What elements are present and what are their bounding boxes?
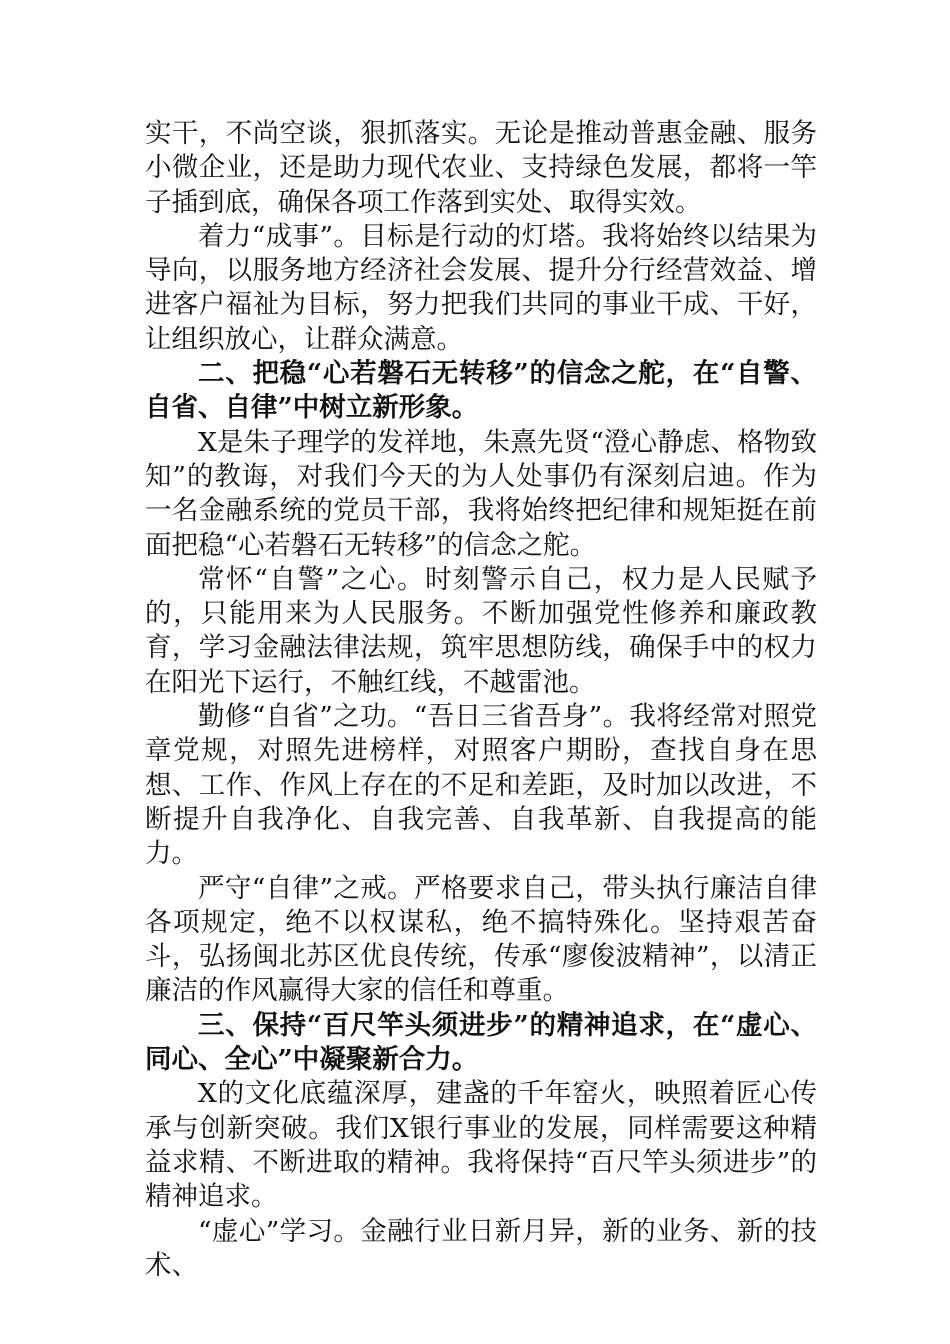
section-heading: 二、把稳“心若磐石无转移”的信念之舵，在“自警、自省、自律”中树立新形象。	[145, 358, 817, 424]
body-paragraph: 严守“自律”之戒。严格要求自己，带头执行廉洁自律各项规定，绝不以权谋私，绝不搞特殊化。坚持艰苦奋斗，弘扬闽北苏区优良传统，传承“廖俊波精神”，以清正廉洁的作风赢得大家的信任和尊重。	[145, 872, 817, 1007]
body-paragraph: 常怀“自警”之心。时刻警示自己，权力是人民赋予的，只能用来为人民服务。不断加强党性修养和廉政教育，学习金融法律法规，筑牢思想防线，确保手中的权力在阳光下运行，不触红线，不越雷池。	[145, 563, 817, 698]
body-paragraph: X的文化底蕴深厚，建盏的千年窑火，映照着匠心传承与创新突破。我们X银行事业的发展，同样需要这种精益求精、不断进取的精神。我将保持“百尺竿头须进步”的精神追求。	[145, 1078, 817, 1213]
body-paragraph: 实干，不尚空谈，狠抓落实。无论是推动普惠金融、服务小微企业，还是助力现代农业、支持绿色发展，都将一竿子插到底，确保各项工作落到实处、取得实效。	[145, 118, 817, 218]
body-paragraph: X是朱子理学的发祥地，朱熹先贤“澄心静虑、格物致知”的教诲，对我们今天的为人处事仍有深刻启迪。作为一名金融系统的党员干部，我将始终把纪律和规矩挺在前面把稳“心若磐石无转移”的信念之舵。	[145, 426, 817, 561]
body-paragraph: 勤修“自省”之功。“吾日三省吾身”。我将经常对照党章党规，对照先进榜样，对照客户期盼，查找自身在思想、工作、作风上存在的不足和差距，及时加以改进，不断提升自我净化、自我完善、自我革新、自我提高的能力。	[145, 701, 817, 870]
section-heading: 三、保持“百尺竿头须进步”的精神追求，在“虚心、同心、全心”中凝聚新合力。	[145, 1009, 817, 1076]
body-paragraph: 着力“成事”。目标是行动的灯塔。我将始终以结果为导向，以服务地方经济社会发展、提升分行经营效益、增进客户福祉为目标，努力把我们共同的事业干成、干好，让组织放心，让群众满意。	[145, 220, 817, 355]
document-body	[145, 117, 817, 1283]
body-paragraph: “虚心”学习。金融行业日新月异，新的业务、新的技术、	[145, 1215, 817, 1281]
